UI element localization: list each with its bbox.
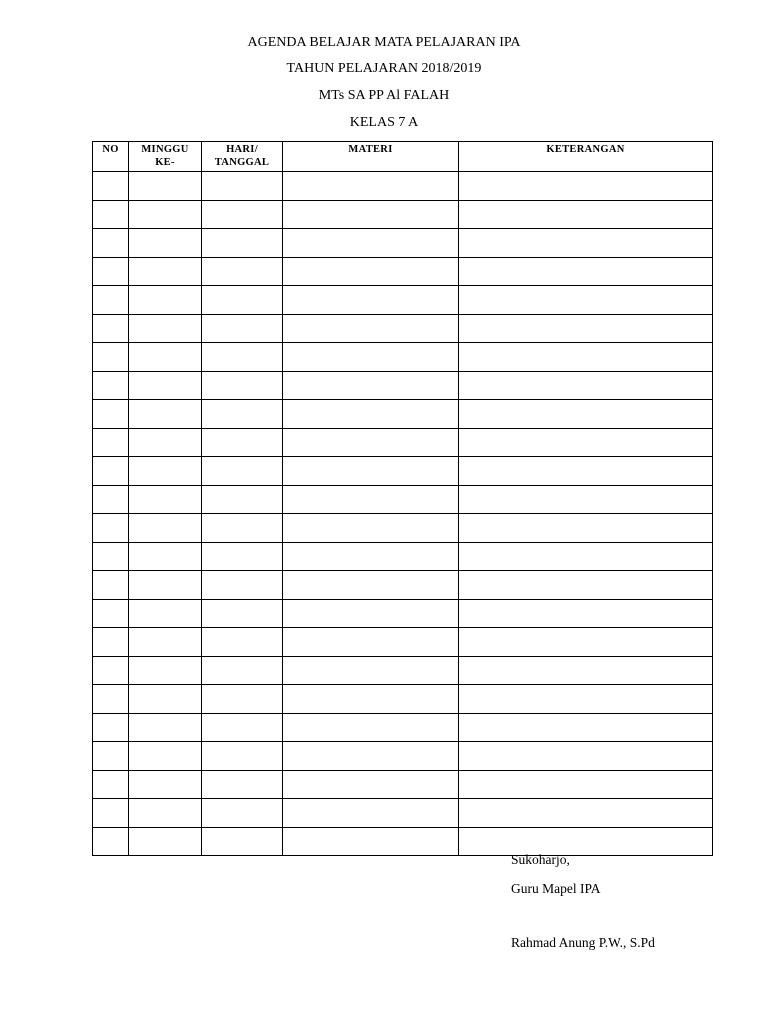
cell-no[interactable]: [93, 257, 129, 286]
cell-notes[interactable]: [459, 314, 713, 343]
cell-notes[interactable]: [459, 628, 713, 657]
agenda-table: [92, 141, 713, 856]
cell-material[interactable]: [283, 286, 459, 315]
cell-notes[interactable]: [459, 685, 713, 714]
cell-day-date[interactable]: [202, 742, 283, 771]
column-header-no: NO: [93, 142, 129, 172]
cell-notes[interactable]: [459, 457, 713, 486]
cell-week[interactable]: [129, 713, 202, 742]
cell-no[interactable]: [93, 428, 129, 457]
cell-no[interactable]: [93, 343, 129, 372]
table-header-row: [93, 142, 713, 172]
cell-week[interactable]: [129, 656, 202, 685]
cell-week[interactable]: [129, 628, 202, 657]
cell-day-date[interactable]: [202, 428, 283, 457]
table-row: [93, 457, 713, 486]
cell-notes[interactable]: [459, 200, 713, 229]
cell-notes[interactable]: [459, 286, 713, 315]
cell-no[interactable]: [93, 685, 129, 714]
cell-material[interactable]: [283, 542, 459, 571]
document-title: AGENDA BELAJAR MATA PELAJARAN IPA: [247, 35, 521, 50]
cell-no[interactable]: [93, 628, 129, 657]
column-header-notes: KETERANGAN: [459, 142, 713, 172]
cell-week[interactable]: [129, 400, 202, 429]
table-row: [93, 343, 713, 372]
cell-material[interactable]: [283, 713, 459, 742]
cell-material[interactable]: [283, 685, 459, 714]
table-row: [93, 485, 713, 514]
cell-material[interactable]: [283, 656, 459, 685]
cell-no[interactable]: [93, 542, 129, 571]
column-header-week: MINGGU KE-: [129, 142, 202, 172]
cell-material[interactable]: [283, 343, 459, 372]
cell-week[interactable]: [129, 343, 202, 372]
table-row: [93, 257, 713, 286]
cell-notes[interactable]: [459, 799, 713, 828]
table-row: [93, 428, 713, 457]
cell-notes[interactable]: [459, 599, 713, 628]
cell-no[interactable]: [93, 742, 129, 771]
table-row: [93, 628, 713, 657]
cell-day-date[interactable]: [202, 457, 283, 486]
cell-notes[interactable]: [459, 229, 713, 258]
cell-material[interactable]: [283, 457, 459, 486]
cell-notes[interactable]: [459, 400, 713, 429]
cell-day-date[interactable]: [202, 713, 283, 742]
cell-no[interactable]: [93, 827, 129, 856]
table-row: [93, 770, 713, 799]
cell-notes[interactable]: [459, 770, 713, 799]
cell-notes[interactable]: [459, 371, 713, 400]
cell-day-date[interactable]: [202, 599, 283, 628]
cell-week[interactable]: [129, 742, 202, 771]
cell-material[interactable]: [283, 172, 459, 201]
cell-material[interactable]: [283, 799, 459, 828]
cell-notes[interactable]: [459, 656, 713, 685]
cell-day-date[interactable]: [202, 542, 283, 571]
cell-day-date[interactable]: [202, 200, 283, 229]
cell-notes[interactable]: [459, 343, 713, 372]
cell-day-date[interactable]: [202, 514, 283, 543]
cell-material[interactable]: [283, 257, 459, 286]
column-header-material: MATERI: [283, 142, 459, 172]
cell-day-date[interactable]: [202, 314, 283, 343]
cell-day-date[interactable]: [202, 257, 283, 286]
cell-day-date[interactable]: [202, 656, 283, 685]
cell-notes[interactable]: [459, 172, 713, 201]
cell-week[interactable]: [129, 371, 202, 400]
cell-week[interactable]: [129, 314, 202, 343]
cell-week[interactable]: [129, 571, 202, 600]
signature-role: Guru Mapel IPA: [511, 881, 601, 896]
cell-day-date[interactable]: [202, 628, 283, 657]
table-row: [93, 799, 713, 828]
table-row: [93, 200, 713, 229]
cell-day-date[interactable]: [202, 685, 283, 714]
cell-no[interactable]: [93, 514, 129, 543]
signature-place: Sukoharjo,: [511, 852, 570, 867]
table-row: [93, 656, 713, 685]
cell-material[interactable]: [283, 827, 459, 856]
cell-no[interactable]: [93, 229, 129, 258]
cell-notes[interactable]: [459, 571, 713, 600]
cell-week[interactable]: [129, 770, 202, 799]
cell-no[interactable]: [93, 799, 129, 828]
cell-material[interactable]: [283, 400, 459, 429]
table-row: [93, 229, 713, 258]
cell-no[interactable]: [93, 286, 129, 315]
cell-day-date[interactable]: [202, 827, 283, 856]
table-row: [93, 400, 713, 429]
table-row: [93, 599, 713, 628]
cell-notes[interactable]: [459, 542, 713, 571]
cell-notes[interactable]: [459, 827, 713, 856]
cell-material[interactable]: [283, 200, 459, 229]
cell-no[interactable]: [93, 457, 129, 486]
cell-week[interactable]: [129, 200, 202, 229]
cell-notes[interactable]: [459, 428, 713, 457]
cell-day-date[interactable]: [202, 371, 283, 400]
cell-no[interactable]: [93, 656, 129, 685]
cell-material[interactable]: [283, 371, 459, 400]
cell-day-date[interactable]: [202, 770, 283, 799]
cell-no[interactable]: [93, 571, 129, 600]
table-row: [93, 571, 713, 600]
cell-week[interactable]: [129, 229, 202, 258]
cell-week[interactable]: [129, 286, 202, 315]
cell-material[interactable]: [283, 428, 459, 457]
cell-material[interactable]: [283, 628, 459, 657]
signature-name: Rahmad Anung P.W., S.Pd: [511, 935, 655, 950]
cell-notes[interactable]: [459, 514, 713, 543]
cell-day-date[interactable]: [202, 343, 283, 372]
cell-week[interactable]: [129, 257, 202, 286]
column-header-day-date: HARI/ TANGGAL: [202, 142, 283, 172]
cell-material[interactable]: [283, 229, 459, 258]
class-name: KELAS 7 A: [349, 115, 419, 130]
cell-day-date[interactable]: [202, 400, 283, 429]
cell-material[interactable]: [283, 571, 459, 600]
cell-material[interactable]: [283, 770, 459, 799]
cell-no[interactable]: [93, 371, 129, 400]
cell-material[interactable]: [283, 742, 459, 771]
cell-no[interactable]: [93, 400, 129, 429]
cell-no[interactable]: [93, 485, 129, 514]
cell-no[interactable]: [93, 314, 129, 343]
cell-week[interactable]: [129, 485, 202, 514]
cell-no[interactable]: [93, 599, 129, 628]
cell-week[interactable]: [129, 542, 202, 571]
cell-notes[interactable]: [459, 485, 713, 514]
table-row: [93, 286, 713, 315]
cell-day-date[interactable]: [202, 229, 283, 258]
cell-day-date[interactable]: [202, 286, 283, 315]
table-row: [93, 514, 713, 543]
cell-no[interactable]: [93, 200, 129, 229]
cell-week[interactable]: [129, 428, 202, 457]
cell-week[interactable]: [129, 457, 202, 486]
cell-notes[interactable]: [459, 257, 713, 286]
table-row: [93, 371, 713, 400]
cell-day-date[interactable]: [202, 571, 283, 600]
cell-week[interactable]: [129, 514, 202, 543]
cell-notes[interactable]: [459, 742, 713, 771]
cell-no[interactable]: [93, 770, 129, 799]
cell-week[interactable]: [129, 599, 202, 628]
table-row: [93, 172, 713, 201]
cell-week[interactable]: [129, 172, 202, 201]
table-row: [93, 827, 713, 856]
cell-material[interactable]: [283, 599, 459, 628]
cell-week[interactable]: [129, 827, 202, 856]
table-row: [93, 542, 713, 571]
cell-no[interactable]: [93, 172, 129, 201]
cell-week[interactable]: [129, 799, 202, 828]
cell-week[interactable]: [129, 685, 202, 714]
table-row: [93, 685, 713, 714]
cell-day-date[interactable]: [202, 172, 283, 201]
academic-year: TAHUN PELAJARAN 2018/2019: [286, 61, 482, 76]
cell-no[interactable]: [93, 713, 129, 742]
cell-day-date[interactable]: [202, 799, 283, 828]
cell-material[interactable]: [283, 314, 459, 343]
school-name: MTs SA PP Al FALAH: [318, 88, 450, 103]
cell-day-date[interactable]: [202, 485, 283, 514]
agenda-table-body: [93, 172, 713, 856]
table-row: [93, 742, 713, 771]
cell-notes[interactable]: [459, 713, 713, 742]
table-row: [93, 314, 713, 343]
table-row: [93, 713, 713, 742]
cell-material[interactable]: [283, 514, 459, 543]
cell-material[interactable]: [283, 485, 459, 514]
